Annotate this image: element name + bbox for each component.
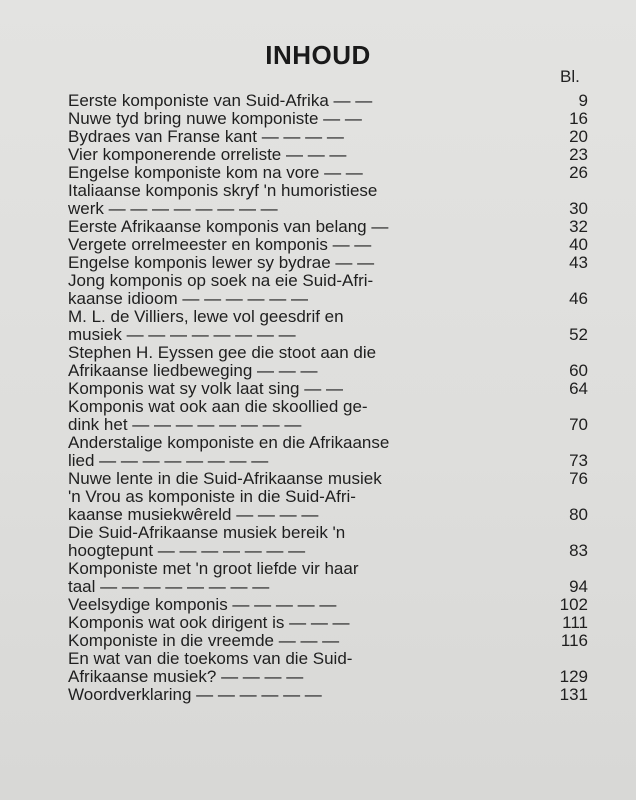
toc-entry-page-number: 9 [578, 91, 588, 110]
toc-entry-page-number: 76 [569, 469, 588, 488]
toc-entry-page-number: 116 [560, 631, 588, 650]
toc-entry-line: lied — — — — — — — — [68, 451, 269, 470]
toc-entry-line: Vergete orrelmeester en komponis — — [68, 235, 372, 254]
toc-entry-page-number: 52 [569, 325, 588, 344]
toc-entry-line: Eerste komponiste van Suid-Afrika — — [68, 91, 373, 110]
toc-entry-line: Nuwe tyd bring nuwe komponiste — — [68, 109, 362, 128]
toc-entry-page-number: 70 [569, 415, 588, 434]
toc-entry-page-number: 60 [569, 361, 588, 380]
toc-entry [68, 470, 588, 488]
page-column-label: Bl. [560, 67, 580, 86]
toc-entry-page-number: 43 [569, 253, 588, 272]
toc-entry-line: Komponis wat ook aan die skoollied ge- [68, 397, 368, 416]
toc-entry-line: Engelse komponis lewer sy bydrae — — [68, 253, 375, 272]
toc-entry [68, 560, 588, 596]
toc-entry-page-number: 16 [569, 109, 588, 128]
toc-entry-line: Komponiste met 'n groot liefde vir haar [68, 559, 359, 578]
toc-entry-line: Jong komponis op soek na eie Suid-Afri- [68, 271, 374, 290]
toc-entry [68, 488, 588, 524]
toc-entry [68, 344, 588, 380]
toc-entry-page-number: 23 [569, 145, 588, 164]
toc-entry-page-number: 111 [562, 613, 588, 632]
toc-entry-line: Die Suid-Afrikaanse musiek bereik 'n [68, 523, 346, 542]
toc-entry-line: Italiaanse komponis skryf 'n humoristiese [68, 181, 378, 200]
toc-entry [68, 164, 588, 182]
toc-entry-page-number: 30 [569, 199, 588, 218]
toc-entry-page-number: 129 [559, 667, 588, 686]
toc-entry [68, 272, 588, 308]
toc-entry-line: kaanse idioom — — — — — — [68, 289, 308, 308]
toc-entry [68, 308, 588, 344]
toc-entry [68, 614, 588, 632]
toc-entry [68, 380, 588, 398]
toc-entry-line: Engelse komponiste kom na vore — — [68, 163, 363, 182]
toc-entry [68, 596, 588, 614]
toc-entry-line: Komponis wat sy volk laat sing — — [68, 379, 343, 398]
toc-entry [68, 686, 588, 704]
toc-entry [68, 434, 588, 470]
toc-entry-page-number: 94 [569, 577, 588, 596]
toc-entry-line: Komponis wat ook dirigent is — — — [68, 613, 350, 632]
toc-entry-line: Woordverklaring — — — — — — [68, 685, 322, 704]
toc-entry-line: taal — — — — — — — — [68, 577, 270, 596]
toc-entry-line: dink het — — — — — — — — [68, 415, 302, 434]
toc-entry-line: Bydraes van Franse kant — — — — [68, 127, 344, 146]
toc-entry-page-number: 40 [569, 235, 588, 254]
toc-entry-page-number: 102 [559, 595, 588, 614]
toc-entry [68, 128, 588, 146]
toc-entry [68, 398, 588, 434]
toc-entry [68, 110, 588, 128]
toc-entry [68, 632, 588, 650]
toc-entry-page-number: 73 [569, 451, 588, 470]
toc-entry-line: Stephen H. Eyssen gee die stoot aan die [68, 343, 377, 362]
toc-entry-line: werk — — — — — — — — [68, 199, 278, 218]
toc-entry-line: hoogtepunt — — — — — — — [68, 541, 306, 560]
toc-entry-page-number: 26 [569, 163, 588, 182]
toc-entry-line: M. L. de Villiers, lewe vol geesdrif en [68, 307, 344, 326]
toc-entry-page-number: 20 [569, 127, 588, 146]
page-title: INHOUD [265, 40, 371, 70]
toc-entry [68, 254, 588, 272]
toc-entry-line: Eerste Afrikaanse komponis van belang — [68, 217, 389, 236]
toc-entry [68, 182, 588, 218]
toc-entry-line: musiek — — — — — — — — [68, 325, 296, 344]
toc-entry-line: Anderstalige komponiste en die Afrikaanse [68, 433, 390, 452]
table-of-contents [68, 92, 588, 704]
toc-entry-line: Afrikaanse liedbeweging — — — [68, 361, 318, 380]
toc-entry-line: Komponiste in die vreemde — — — [68, 631, 340, 650]
toc-entry-line: Vier komponerende orreliste — — — [68, 145, 347, 164]
toc-entry-page-number: 131 [559, 685, 588, 704]
toc-entry [68, 524, 588, 560]
toc-entry [68, 236, 588, 254]
toc-entry-page-number: 83 [569, 541, 588, 560]
toc-entry [68, 146, 588, 164]
toc-entry-line: Nuwe lente in die Suid-Afrikaanse musiek [68, 469, 382, 488]
toc-entry-line: kaanse musiekwêreld — — — — [68, 505, 319, 524]
toc-entry [68, 218, 588, 236]
toc-entry-page-number: 64 [569, 379, 588, 398]
toc-entry-line: 'n Vrou as komponiste in die Suid-Afri- [68, 487, 356, 506]
toc-entry-line: Afrikaanse musiek? — — — — [68, 667, 304, 686]
toc-entry-page-number: 32 [569, 217, 588, 236]
toc-entry-line: En wat van die toekoms van die Suid- [68, 649, 353, 668]
toc-entry-page-number: 46 [569, 289, 588, 308]
toc-entry-page-number: 80 [569, 505, 588, 524]
toc-entry-line: Veelsydige komponis — — — — — [68, 595, 337, 614]
toc-entry [68, 92, 588, 110]
toc-entry [68, 650, 588, 686]
